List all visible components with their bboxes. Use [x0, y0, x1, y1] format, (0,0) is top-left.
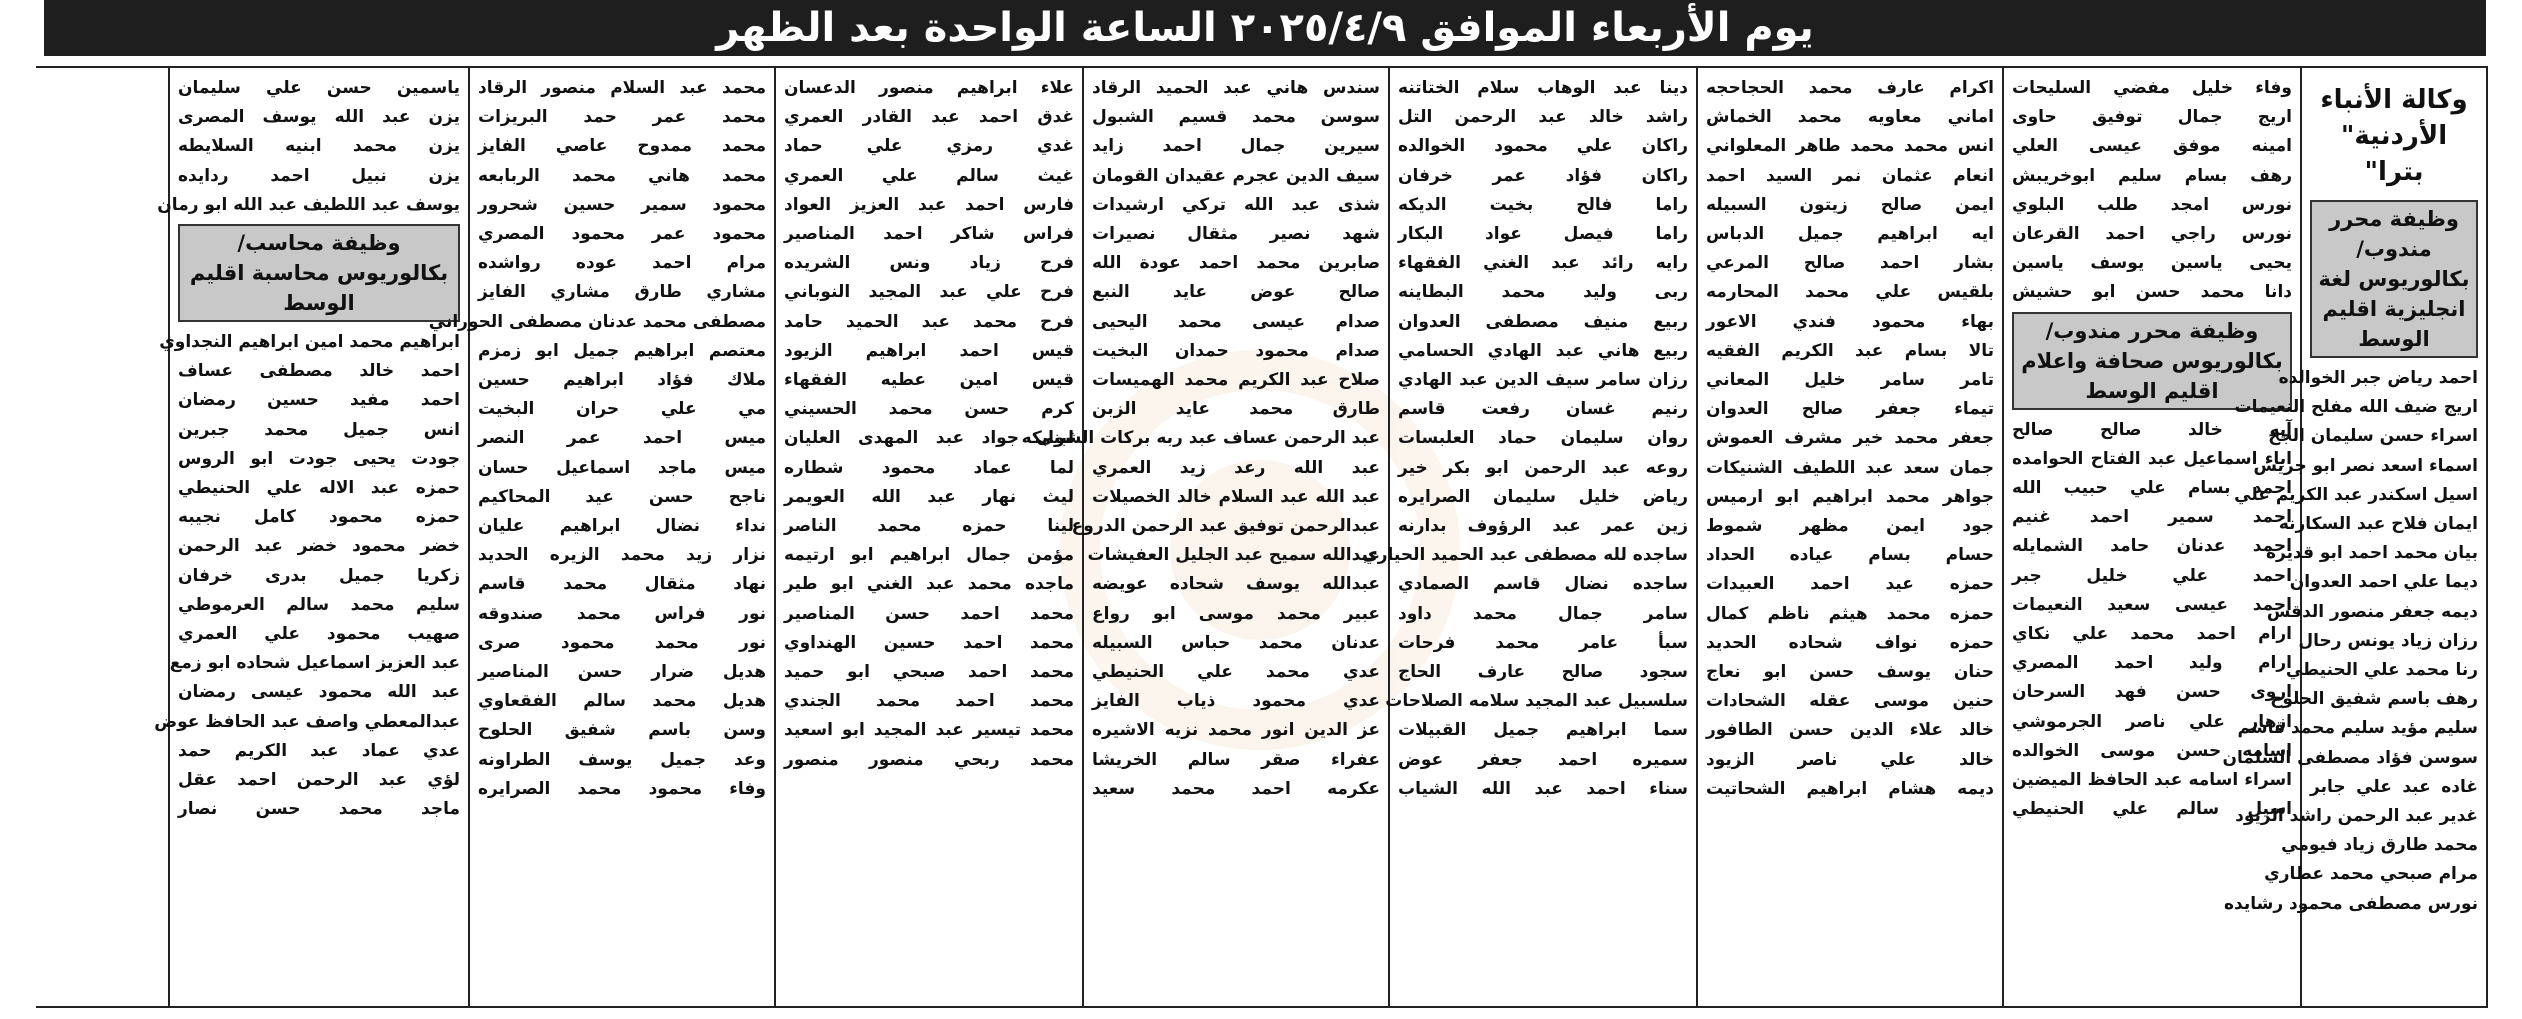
- candidate-name: ماجده محمد عبد الغني ابو طير: [784, 574, 1074, 595]
- candidate-name: مرام احمد عوده رواشده: [478, 253, 766, 274]
- candidate-name: مصطفى محمد عدنان مصطفى الحوراني: [428, 311, 766, 332]
- candidate-name: حمزه عيد احمد العبيدات: [1706, 574, 1994, 595]
- candidate-name: محمد ممدوح عاصي الفايز: [478, 136, 766, 157]
- candidate-name: احمد عدنان حامد الشمايله: [2012, 536, 2292, 557]
- candidate-name: رايه رائد عبد الغني الفقهاء: [1398, 253, 1688, 274]
- candidate-name: يزن عبد الله يوسف المصرى: [178, 107, 460, 128]
- candidate-name: احمد رياض جبر الخوالده: [2278, 368, 2478, 388]
- candidate-name: انعام عثمان نمر السيد احمد: [1706, 165, 1994, 186]
- job-title-box: وظيفة محرر مندوب/ بكالوريوس لغة انجليزية اقليم الوسط: [2310, 200, 2478, 358]
- candidate-name: نورس مصطفى محمود رشايده: [2224, 893, 2478, 914]
- agency-heading: وكالة الأنباء الأردنية" بترا": [2320, 85, 2468, 187]
- candidate-name: اسراء حسن سليمان الجخ: [2268, 426, 2478, 447]
- candidate-name: عز الدين انور محمد نزيه الاشيره: [1092, 720, 1380, 741]
- candidate-name: احمد سمير احمد غنيم: [2012, 507, 2292, 528]
- candidate-name: روان سليمان حماد العلبسات: [1398, 428, 1688, 449]
- candidate-name: لبنى جواد عبد المهدى العليان: [784, 428, 1074, 449]
- candidate-name: سبأ عامر محمد فرحات: [1398, 632, 1688, 653]
- candidate-name: صهيب محمود علي العمري: [178, 624, 460, 645]
- candidate-name: يحيى ياسين يوسف ياسين: [2012, 253, 2292, 274]
- candidate-name: احمد عيسى سعيد النعيمات: [2012, 594, 2292, 615]
- candidate-name: محمود سمير حسين شحرور: [478, 194, 766, 215]
- candidate-name: عدي محمود ذياب الفايز: [1092, 691, 1380, 712]
- job-title-box: وظيفة محاسب/بكالوريوس محاسبة اقليم الوسط: [178, 224, 460, 322]
- candidate-name: حسام بسام عياده الحداد: [1706, 545, 1994, 566]
- candidate-name: عبدالله سميح عبد الجليل العفيشات: [1087, 545, 1380, 566]
- candidate-name: ساجده لله مصطفى عبد الحميد الحياري: [1362, 545, 1688, 566]
- candidate-name: اسيل سالم علي الحنيطي: [2012, 799, 2292, 820]
- job-title-box: وظيفة محرر مندوب/ بكالوريوس صحافة واعلام اقليم الوسط: [2012, 312, 2292, 410]
- names-column: [428, 68, 774, 1006]
- candidate-name: رزان زياد يونس رحال: [2298, 630, 2478, 651]
- candidate-name: قيس امين عطيه الفقهاء: [784, 370, 1074, 391]
- candidate-name: رهف باسم شفيق الحلوح: [2270, 689, 2478, 710]
- candidate-name: جود ايمن مظهر شموط: [1706, 516, 1994, 537]
- candidate-name: ميس احمد عمر النصر: [478, 428, 766, 449]
- names-columns: [36, 66, 2488, 1008]
- names-column: [2002, 68, 2300, 1006]
- candidate-name: مؤمن جمال ابراهيم ابو ارتيمه: [784, 545, 1074, 566]
- candidate-name: اسيل اسكندر عبد الكريم علي: [2234, 484, 2478, 505]
- candidate-name: نداء نضال ابراهيم عليان: [478, 516, 766, 537]
- candidate-name: رنا محمد علي الحنيطي: [2285, 660, 2478, 681]
- candidate-name: غدق احمد عبد القادر العمري: [784, 107, 1074, 128]
- candidate-name: مي علي حران البخيت: [478, 399, 766, 420]
- page-title: يوم الأربعاء الموافق ٢٠٢٥/٤/٩ الساعة الواحدة بعد الظهر: [44, 0, 2486, 56]
- names-column: [154, 68, 468, 1006]
- candidate-name: غدير عبد الرحمن راشد الزيود: [2235, 806, 2478, 827]
- candidate-name: عبد الله رعد زيد العمري: [1092, 457, 1380, 478]
- candidate-name: عدنان محمد حباس السبيله: [1092, 632, 1380, 653]
- candidate-name: رياض خليل سليمان الصرايره: [1398, 486, 1688, 507]
- candidate-name: عبد الله عبد السلام خالد الخصيلات: [1092, 486, 1380, 507]
- candidate-name: سلسبيل عبد المجيد سلامه الصلاحات: [1385, 691, 1688, 712]
- candidate-name: ديمه جعفر منصور الدقس: [2266, 601, 2478, 622]
- candidate-name: ياسمين حسن علي سليمان: [178, 78, 460, 98]
- candidate-name: جودت يحيى جودت ابو الروس: [178, 448, 460, 469]
- candidate-name: صلاح عبد الكريم محمد الهميسات: [1092, 370, 1380, 391]
- candidate-name: اسراء اسامه عبد الحافظ الميضين: [2012, 770, 2292, 791]
- candidate-name: عبدالله يوسف شحاده عويضه: [1092, 574, 1380, 595]
- candidate-name: عدي عماد عبد الكريم حمد: [178, 740, 460, 761]
- candidate-name: نور فراس محمد صندوقه: [478, 603, 766, 624]
- candidate-name: راشد خالد عبد الرحمن التل: [1398, 107, 1688, 128]
- candidate-name: اريج ضيف الله مفلح النعيمات: [2234, 397, 2478, 418]
- candidate-name: بلقيس علي محمد المحارمه: [1706, 282, 1994, 303]
- candidate-name: ارام احمد محمد علي نكاي: [2012, 624, 2292, 645]
- candidate-name: روعه عبد الرحمن ابو بكر خير: [1398, 457, 1688, 478]
- candidate-name: محمد احمد محمد الجندي: [784, 691, 1074, 712]
- candidate-name: غدي رمزي علي حماد: [784, 136, 1074, 157]
- candidate-name: قيس احمد ابراهيم الزيود: [784, 340, 1074, 361]
- candidate-name: غيث سالم علي العمري: [784, 165, 1074, 186]
- candidate-name: سوسن محمد قسيم الشبول: [1092, 107, 1380, 128]
- candidate-name: نورس امجد طلب البلوي: [2012, 194, 2292, 215]
- candidate-name: بشار احمد صالح المرعي: [1706, 253, 1994, 274]
- candidate-name: ارام وليد احمد المصري: [2012, 653, 2292, 674]
- candidate-name: احمد بسام علي حبيب الله: [2012, 478, 2292, 499]
- candidate-name: محمد هاني محمد الربابعه: [478, 165, 766, 186]
- candidate-name: سجود صالح عارف الحاج: [1398, 662, 1688, 683]
- candidate-name: جمان سعد عبد اللطيف الشنيكات: [1706, 457, 1994, 478]
- names-column: [1696, 68, 2002, 1006]
- candidate-name: فرح محمد عبد الحميد حامد: [784, 311, 1074, 332]
- candidate-name: حنين موسى عقله الشحادات: [1706, 691, 1994, 712]
- candidate-name: وعد جميل يوسف الطراونه: [478, 749, 766, 770]
- candidate-name: وسن باسم شفيق الحلوح: [478, 720, 766, 741]
- names-column: [774, 68, 1082, 1006]
- candidate-name: ميس ماجد اسماعيل حسان: [478, 457, 766, 478]
- candidate-name: ديمه هشام ابراهيم الشحاتيت: [1706, 778, 1994, 799]
- candidate-name: محمود عمر محمود المصري: [478, 224, 766, 245]
- candidate-name: لما عماد محمود شطاره: [784, 457, 1074, 478]
- candidate-name: حمزه محمود كامل نجيبه: [178, 507, 460, 528]
- candidate-name: محمد تيسير عبد المجيد ابو اسعيد: [784, 720, 1074, 741]
- candidate-name: نور محمد محمود صرى: [478, 632, 766, 653]
- candidate-name: ملاك فؤاد ابراهيم حسين: [478, 370, 766, 391]
- candidate-name: سامر جمال محمد داود: [1398, 603, 1688, 624]
- candidate-name: اكرام عارف محمد الحجاحجه: [1706, 78, 1994, 98]
- candidate-name: مشاري طارق مشاري الفايز: [478, 282, 766, 303]
- candidate-name: رنيم غسان رفعت قاسم: [1398, 399, 1688, 420]
- candidate-name: تالا بسام عبد الكريم الفقيه: [1706, 340, 1994, 361]
- candidate-name: ايه ابراهيم جميل الدباس: [1706, 224, 1994, 245]
- candidate-name: حمزه نواف شحاده الحديد: [1706, 632, 1994, 653]
- candidate-name: طارق محمد عايد الزبن: [1092, 399, 1380, 420]
- candidate-name: عبدالمعطي واصف عبد الحافظ عوض: [154, 711, 460, 732]
- candidate-name: محمد احمد حسين الهنداوي: [784, 632, 1074, 653]
- candidate-name: ديما علي احمد العدوان: [2289, 572, 2478, 593]
- candidate-name: نزار زيد محمد الزيره الحديد: [478, 545, 766, 566]
- candidate-name: غاده عبد علي جابر: [2310, 776, 2478, 797]
- candidate-name: صدام محمود حمدان البخيت: [1092, 340, 1380, 361]
- candidate-name: محمد عبد السلام منصور الرقاد: [478, 78, 766, 98]
- candidate-name: حمزه عبد الاله علي الحنيطي: [178, 478, 460, 499]
- candidate-name: عبد العزيز اسماعيل شحاده ابو زمع: [169, 653, 460, 674]
- candidate-name: اسامه حسن موسى الخوالده: [2012, 740, 2292, 761]
- candidate-name: ربى وليد محمد البطاينه: [1398, 282, 1688, 303]
- candidate-name: رهف بسام سليم ابوخريبش: [2012, 165, 2292, 186]
- candidate-name: لؤي عبد الرحمن احمد عقل: [178, 770, 460, 791]
- candidate-name: لينا حمزه محمد الناصر: [784, 516, 1074, 537]
- candidate-name: راكان علي محمود الخوالده: [1398, 136, 1688, 157]
- candidate-name: بهاء محمود فندي الاعور: [1706, 311, 1994, 332]
- candidate-name: محمد احمد صبحي ابو حميد: [784, 662, 1074, 683]
- candidate-name: عبد الرحمن عساف عبد ربه بركات الشوابكه: [1021, 428, 1380, 449]
- candidate-name: صابرين محمد احمد عودة الله: [1092, 253, 1380, 274]
- candidate-name: سليم محمد سالم العرموطي: [178, 594, 460, 615]
- candidate-name: خالد علاء الدين حسن الطافور: [1706, 720, 1994, 741]
- candidate-name: سندس هاني عبد الحميد الرقاد: [1092, 78, 1380, 98]
- candidate-name: بيان محمد احمد ابو قديره: [2266, 543, 2478, 564]
- candidate-name: احمد خالد مصطفى عساف: [178, 361, 460, 382]
- candidate-name: ربيع هاني عبد الهادي الحسامي: [1398, 340, 1688, 361]
- candidate-name: ايمان فلاح عبد السكارنه: [2278, 514, 2478, 535]
- candidate-name: كرم حسن محمد الحسيني: [784, 399, 1074, 420]
- candidate-name: نورس راجي احمد القرعان: [2012, 224, 2292, 245]
- candidate-name: صدام عيسى محمد اليحيى: [1092, 311, 1380, 332]
- candidate-name: انس محمد محمد طاهر المعلواني: [1706, 136, 1994, 157]
- candidate-name: فرح علي عبد المجيد النوباني: [784, 282, 1074, 303]
- candidate-name: رزان سامر سيف الدين عبد الهادي: [1398, 370, 1688, 391]
- candidate-name: سوسن فؤاد مصطفى السلمان: [2222, 747, 2478, 768]
- candidate-name: انس جميل محمد جبرين: [178, 419, 460, 440]
- candidate-name: ابراهيم محمد امين ابراهيم النجداوي: [159, 332, 460, 353]
- candidate-name: دينا عبد الوهاب سلام الختاتنه: [1398, 78, 1688, 98]
- candidate-name: جواهر محمد ابراهيم ابو ارميس: [1706, 486, 1994, 507]
- candidate-name: اباء اسماعيل عبد الفتاح الحوامده: [2012, 448, 2292, 469]
- candidate-name: عبدالرحمن توفيق عبد الرحمن الدروع: [1071, 516, 1380, 537]
- candidate-name: سليم مؤيد سليم محمد قاسم: [2237, 718, 2478, 739]
- candidate-name: شذى عبد الله تركي ارشيدات: [1092, 194, 1380, 215]
- candidate-name: نهاد مثقال محمد قاسم: [478, 574, 766, 595]
- names-column: [1021, 68, 1388, 1006]
- candidate-name: ساجده نضال قاسم الصمادي: [1398, 574, 1688, 595]
- candidate-name: سيف الدين عجرم عقيدان القومان: [1092, 165, 1380, 186]
- candidate-name: سميره احمد جعفر عوض: [1398, 749, 1688, 770]
- candidate-name: حمزه محمد هيثم ناظم كمال: [1706, 603, 1994, 624]
- candidate-name: يزن محمد ابنيه السلايطه: [178, 136, 460, 157]
- candidate-name: فارس احمد عبد العزيز العواد: [784, 194, 1074, 215]
- candidate-name: زين عمر عبد الرؤوف بدارنه: [1398, 516, 1688, 537]
- names-column: [1362, 68, 1696, 1006]
- candidate-name: احمد علي خليل جبر: [2012, 565, 2292, 586]
- names-column: [2222, 68, 2488, 1006]
- candidate-name: ناجح حسن عيد المحاكيم: [478, 486, 766, 507]
- candidate-name: اماني معاويه محمد الخماش: [1706, 107, 1994, 128]
- candidate-name: علاء ابراهيم منصور الدعسان: [784, 78, 1074, 98]
- candidate-name: راما فالح بخيت الديكه: [1398, 194, 1688, 215]
- candidate-name: احمد مفيد حسين رمضان: [178, 390, 460, 411]
- candidate-name: فراس شاكر احمد المناصير: [784, 224, 1074, 245]
- candidate-name: راما فيصل عواد البكار: [1398, 224, 1688, 245]
- candidate-name: امينه موفق عيسى العلي: [2012, 136, 2292, 157]
- candidate-name: هديل محمد سالم الفقعاوي: [478, 691, 766, 712]
- candidate-name: اريج جمال توفيق حاوى: [2012, 107, 2292, 128]
- candidate-name: معتصم ابراهيم جميل ابو زمزم: [478, 340, 766, 361]
- candidate-name: يزن نبيل احمد ردايده: [178, 165, 460, 186]
- candidate-name: ليث نهار عبد الله العويمر: [784, 486, 1074, 507]
- candidate-name: مرام صبحي محمد عطاري: [2264, 864, 2478, 885]
- candidate-name: حنان يوسف حسن ابو نعاج: [1706, 662, 1994, 683]
- candidate-name: ايمن صالح زيتون السبيله: [1706, 194, 1994, 215]
- candidate-name: تامر سامر خليل المعاني: [1706, 370, 1994, 391]
- candidate-name: فرح زياد ونس الشريده: [784, 253, 1074, 274]
- candidate-name: اروى حسن فهد السرحان: [2012, 682, 2292, 703]
- candidate-name: محمد احمد حسن المناصير: [784, 603, 1074, 624]
- candidate-name: سيرين جمال احمد زايد: [1092, 136, 1380, 157]
- candidate-name: محمد ربحي منصور منصور: [784, 749, 1074, 770]
- candidate-name: تيماء جعفر صالح العدوان: [1706, 399, 1994, 420]
- candidate-name: زكريا جميل بدرى خرفان: [178, 565, 460, 586]
- candidate-name: سناء احمد عبد الله الشياب: [1398, 778, 1688, 799]
- candidate-name: ربيع منيف مصطفى العدوان: [1398, 311, 1688, 332]
- candidate-name: عكرمه احمد محمد سعيد: [1092, 778, 1380, 799]
- candidate-name: شهد نصير مثقال نصيرات: [1092, 224, 1380, 245]
- candidate-name: عدي محمد علي الحنيطي: [1092, 662, 1380, 683]
- candidate-name: دانا محمد حسن ابو حشيش: [2012, 282, 2292, 303]
- candidate-name: وفاء خليل مفضي السليحات: [2012, 78, 2292, 98]
- candidate-name: ازهار علي ناصر الجرموشي: [2012, 711, 2292, 732]
- candidate-name: وفاء محمود محمد الصرايره: [478, 778, 766, 799]
- candidate-name: عبير محمد موسى ابو رواع: [1092, 603, 1380, 624]
- candidate-name: راكان فؤاد عمر خرفان: [1398, 165, 1688, 186]
- candidate-name: عفراء صقر سالم الخريشا: [1092, 749, 1380, 770]
- candidate-name: خضر محمود خضر عبد الرحمن: [178, 536, 460, 557]
- candidate-name: محمد طارق زياد فيومي: [2281, 835, 2478, 856]
- candidate-name: يوسف عبد اللطيف عبد الله ابو رمان: [157, 194, 460, 215]
- candidate-name: عبد الله محمود عيسى رمضان: [178, 682, 460, 703]
- candidate-name: سما ابراهيم جميل القبيلات: [1398, 720, 1688, 741]
- candidate-name: خالد علي ناصر الزيود: [1706, 749, 1994, 770]
- candidate-name: هديل ضرار حسن المناصير: [478, 662, 766, 683]
- candidate-name: آيه خالد صالح صالح: [2012, 419, 2292, 440]
- candidate-name: صالح عوض عايد النبع: [1092, 282, 1380, 303]
- candidate-name: جعفر محمد خير مشرف العموش: [1706, 428, 1994, 449]
- candidate-name: ماجد محمد حسن نصار: [178, 799, 460, 820]
- candidate-name: اسماء اسعد نصر ابو جريس: [2253, 455, 2478, 476]
- candidate-name: محمد عمر حمد البريزات: [478, 107, 766, 128]
